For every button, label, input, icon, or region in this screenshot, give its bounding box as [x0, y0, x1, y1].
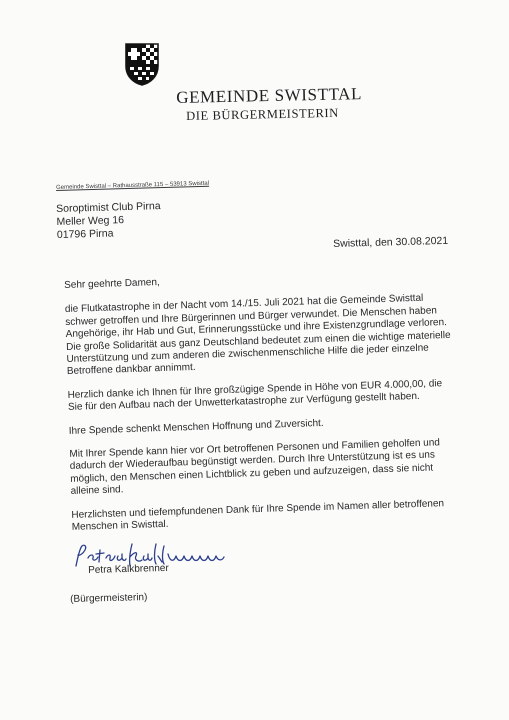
recipient-line: Meller Weg 16	[56, 214, 125, 228]
body-paragraph: Herzlich danke ich Ihnen für Ihre großzügige Spende in Höhe von EUR 4.000,00, die Sie für den Aufbau nach der Unwetterkatastrophe zur Verfügung gestellt haben.	[67, 378, 443, 414]
body-paragraph: Herzlichsten und tiefempfundenen Dank für Ihre Spende im Namen aller betroffenen Menschen in Swisttal.	[71, 497, 445, 533]
letter-date: Swisttal, den 30.08.2021	[333, 234, 449, 250]
org-name: GEMEINDE SWISTTAL	[176, 84, 363, 107]
org-role: DIE BÜRGERMEISTERIN	[186, 105, 339, 123]
signer-name: Petra Kalkbrenner	[88, 562, 169, 576]
salutation: Sehr geehrte Damen,	[64, 276, 160, 291]
body-paragraph: Ihre Spende schenkt Menschen Hoffnung und Zuversicht.	[68, 417, 324, 437]
body-paragraph: Mit Ihrer Spende kann hier vor Ort betroffenen Personen und Familien geholfen und dadurch der Wiederaufbau begünstigt werden. Durch Ihre Unterstützung ist es uns möglich, den Menschen einen Lichtblick zu geben und aufzuzeigen, dass sie nicht alleine sind.	[69, 437, 441, 498]
recipient-line: Soroptimist Club Pirna	[56, 200, 161, 215]
municipal-coat-of-arms-icon	[124, 42, 160, 86]
sender-return-address: Gemeinde Swisttal – Rathausstraße 115 – 53913 Swisttal	[56, 180, 210, 191]
signer-role: (Bürgermeisterin)	[70, 591, 148, 605]
recipient-line: 01796 Pirna	[56, 227, 114, 241]
recipient-address	[56, 200, 162, 242]
letter-body	[64, 268, 460, 546]
body-paragraph: die Flutkatastrophe in der Nacht vom 14./15. Juli 2021 hat die Gemeinde Swisttal schwer getroffen und Ihre Bürgerinnen und Bürger verwundet. Die Menschen haben Angehörige, ihr Hab und Gut, Erinnerungsstücke und ihre Existenzgrundlage verloren. Die große Solidarität aus ganz Deutschland bedeutet zum einen die wichtige materielle Unterstützung und zum anderen die zwischenmenschliche Hilfe die jeder einzelne Betroffene dankbar annimmt.	[64, 293, 451, 378]
